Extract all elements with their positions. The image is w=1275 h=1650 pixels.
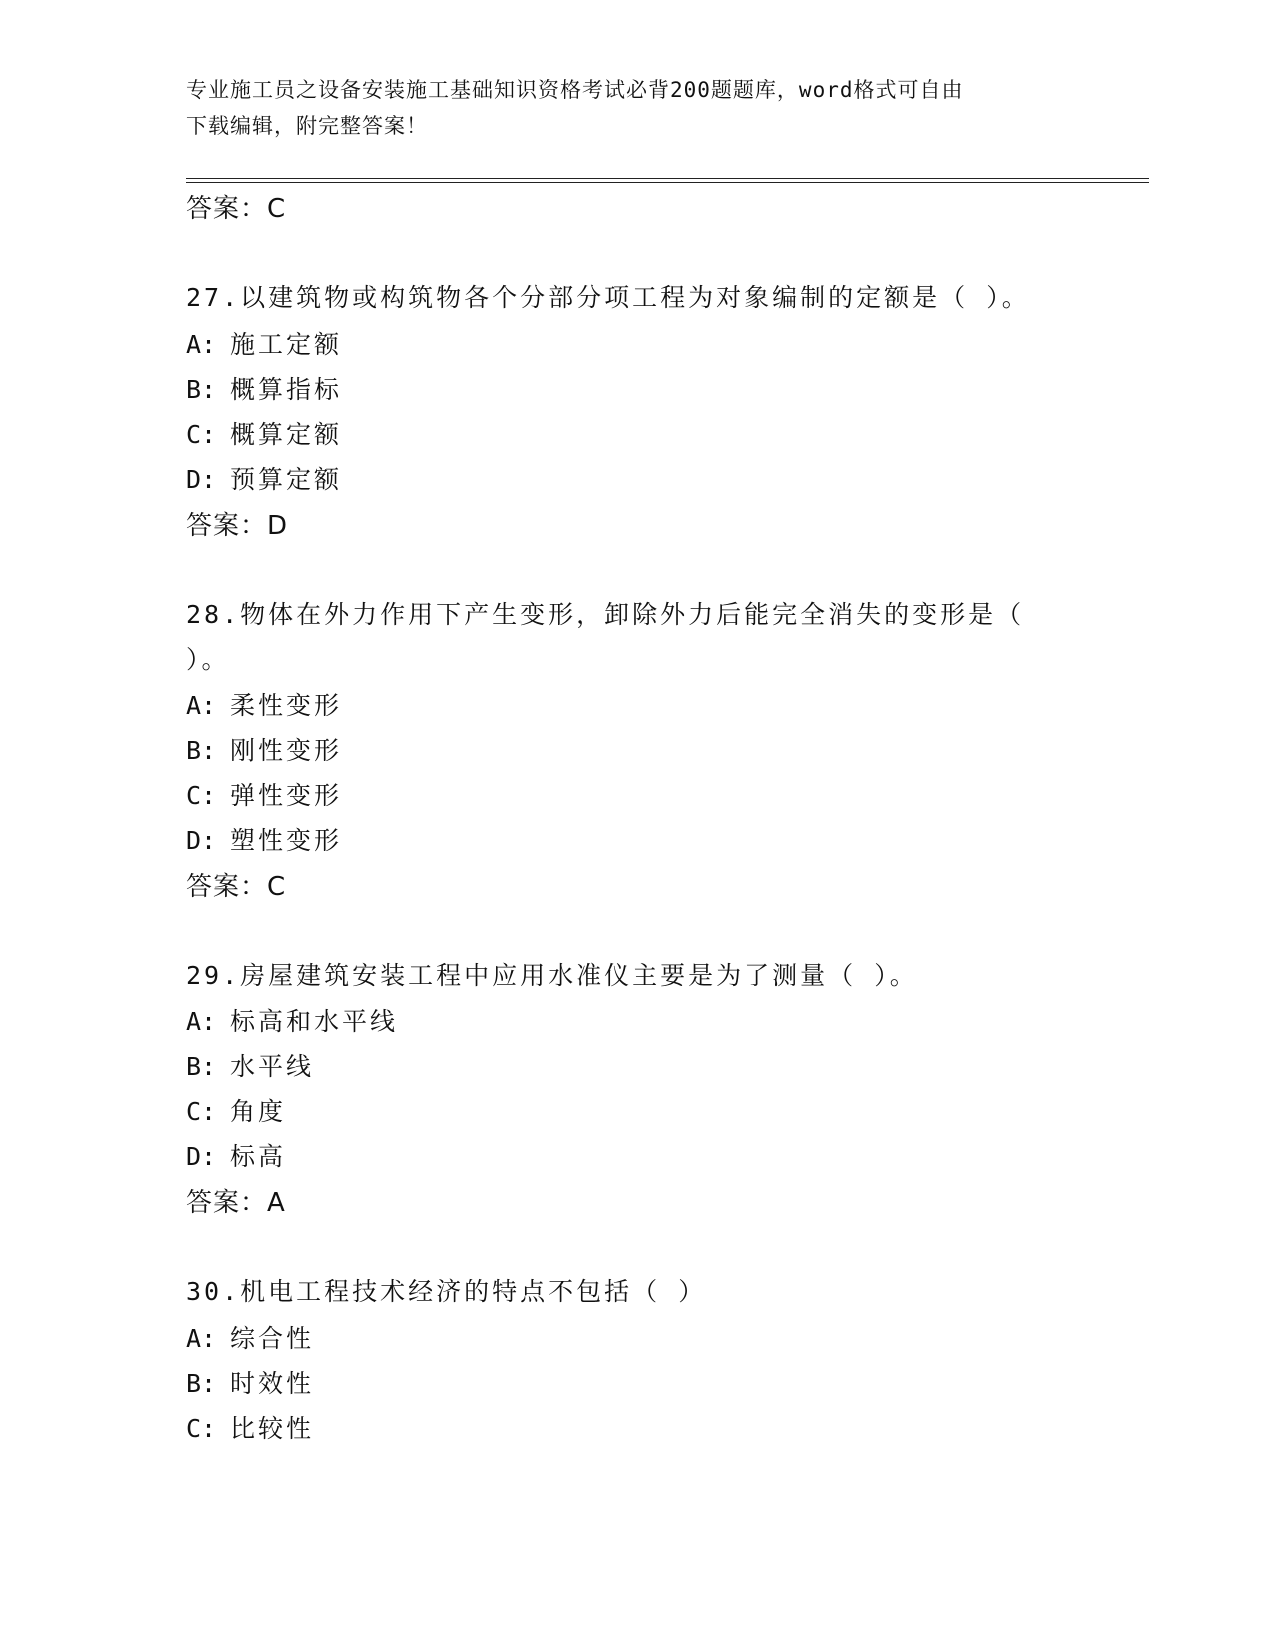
option-key: C: [186, 781, 217, 810]
option-key: B: [186, 1369, 217, 1398]
header-line-2: 下载编辑，附完整答案！ [186, 114, 428, 138]
option-key: B: [186, 375, 217, 404]
question-28-option-b [186, 733, 342, 769]
question-30-option-a [186, 1321, 314, 1357]
header-line-1: 专业施工员之设备安装施工基础知识资格考试必背200题题库，word格式可自由 [186, 78, 964, 102]
question-27-option-b [186, 372, 342, 408]
question-27-option-a [186, 327, 342, 363]
option-text: 比较性 [230, 1414, 315, 1443]
header-rule-top [186, 178, 1149, 179]
option-text: 塑性变形 [230, 826, 343, 855]
option-key: B: [186, 1052, 217, 1081]
question-30-option-b [186, 1366, 314, 1402]
option-text: 水平线 [230, 1052, 315, 1081]
answer-28: 答案：C [186, 872, 287, 902]
option-key: D: [186, 465, 217, 494]
document-header [186, 72, 1066, 144]
option-text: 标高 [230, 1142, 287, 1171]
option-text: 概算指标 [230, 375, 343, 404]
option-text: 弹性变形 [230, 781, 343, 810]
option-key: B: [186, 736, 217, 765]
option-text: 概算定额 [230, 420, 343, 449]
question-28-option-d [186, 823, 342, 859]
question-27-option-d [186, 462, 342, 498]
option-text: 施工定额 [230, 330, 343, 359]
question-29-option-b [186, 1049, 314, 1085]
option-text: 综合性 [230, 1324, 315, 1353]
question-30-option-c [186, 1411, 314, 1447]
question-28-option-c [186, 778, 342, 814]
option-key: C: [186, 1414, 217, 1443]
question-27-option-c [186, 417, 342, 453]
question-29-option-d [186, 1139, 286, 1175]
question-29-option-a [186, 1004, 398, 1040]
header-rule-bottom [186, 182, 1149, 183]
answer-27: 答案：D [186, 511, 289, 541]
option-text: 预算定额 [230, 465, 343, 494]
option-key: C: [186, 1097, 217, 1126]
option-key: A: [186, 330, 217, 359]
option-key: A: [186, 1007, 217, 1036]
answer-29: 答案：A [186, 1188, 286, 1218]
option-key: D: [186, 1142, 217, 1171]
option-text: 角度 [230, 1097, 287, 1126]
option-key: A: [186, 1324, 217, 1353]
question-28-text: 28.物体在外力作用下产生变形，卸除外力后能完全消失的变形是（ ）。 [186, 600, 1025, 674]
option-text: 时效性 [230, 1369, 315, 1398]
question-28-option-a [186, 688, 342, 724]
question-29-text: 29.房屋建筑安装工程中应用水准仪主要是为了测量（ ）。 [186, 961, 918, 990]
question-30-text: 30.机电工程技术经济的特点不包括（ ） [186, 1277, 707, 1306]
option-text: 标高和水平线 [230, 1007, 399, 1036]
question-27-text: 27.以建筑物或构筑物各个分部分项工程为对象编制的定额是（ ）。 [186, 283, 1030, 312]
answer-26: 答案：C [186, 194, 287, 224]
option-key: D: [186, 826, 217, 855]
option-key: C: [186, 420, 217, 449]
option-text: 刚性变形 [230, 736, 343, 765]
question-29-option-c [186, 1094, 286, 1130]
option-key: A: [186, 691, 217, 720]
option-text: 柔性变形 [230, 691, 343, 720]
